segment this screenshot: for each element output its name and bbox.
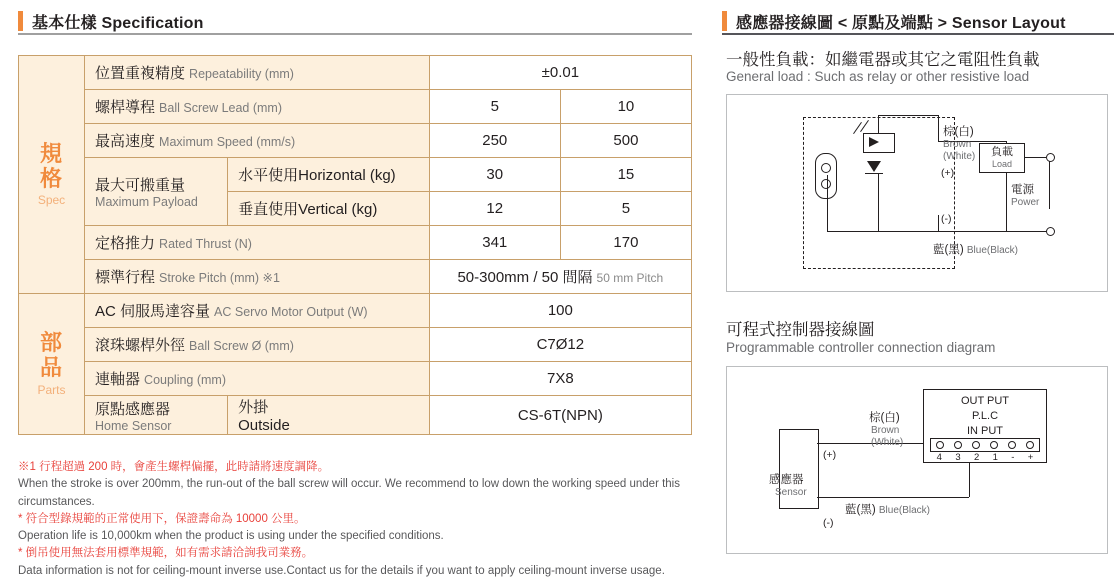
plc-terminal-label: 2 — [973, 452, 980, 463]
table-row — [19, 226, 692, 260]
wire-load-down — [1006, 171, 1007, 231]
wire-blue-out — [938, 231, 1050, 232]
group-header-parts — [19, 294, 85, 435]
plc-terminal-label: 4 — [936, 452, 942, 463]
general-load-title-en: General load : Such as relay or other resistive load — [726, 69, 1030, 84]
row-value-repeatability: ±0.01 — [429, 56, 691, 90]
row-value-servo-output: 100 — [429, 294, 691, 328]
row-label-ballscrew-diameter: 滾珠螺桿外徑 Ball Screw Ø (mm) — [85, 328, 430, 362]
plc-text — [924, 390, 1046, 439]
group-header-spec — [19, 56, 85, 294]
left-section-header — [18, 8, 204, 34]
blue-wire-label-cn: 藍(黑) Blue(Black) — [933, 244, 1019, 256]
plc-terminal-dot — [990, 441, 998, 449]
plc-terminal-numbers — [930, 452, 1040, 463]
group-label-cn-parts: 部品 — [40, 330, 64, 380]
transistor-symbol — [863, 133, 895, 153]
table-row — [19, 56, 692, 90]
plc-terminal-strip — [930, 438, 1040, 452]
row-value-lead-1: 5 — [429, 90, 560, 124]
specification-table — [18, 55, 692, 435]
general-load-title-cn: 一般性負載：如繼電器或其它之電阻性負載 — [726, 51, 1040, 69]
minus-label: (-) — [941, 213, 952, 225]
wire-power-vert — [1049, 157, 1050, 209]
power-label-cn: 電源 — [1011, 184, 1034, 196]
plc-connection-diagram — [726, 366, 1108, 554]
plus-label: (+) — [941, 167, 955, 179]
table-row — [19, 362, 692, 396]
wire-left-vert — [827, 175, 828, 231]
load-box — [979, 143, 1025, 173]
plc-terminal-dot — [1026, 441, 1034, 449]
plc-line-1: OUT PUT — [960, 395, 1010, 407]
row-value-vertical-2: 5 — [560, 192, 691, 226]
row-label-coupling: 連軸器 Coupling (mm) — [85, 362, 430, 396]
row-sublabel-outside: 外掛 Outside — [228, 396, 430, 435]
diode-bar — [865, 173, 883, 174]
left-header-rule — [18, 33, 692, 35]
brown-wire-label-en: Brown — [943, 139, 972, 150]
wire-right-down — [938, 115, 939, 141]
wire-bottom-horiz — [827, 231, 939, 232]
wire-right-lower — [938, 215, 939, 231]
note-line: When the stroke is over 200mm, the run-out of the ball screw will occur. We recommend to low down the working speed under this circumstances. — [18, 478, 680, 508]
note-line: * 倒吊使用無法套用標準規範，如有需求請洽詢我司業務。 — [18, 547, 314, 560]
brown-label-cn-2: 棕(白) — [869, 412, 900, 424]
right-section-title: 感應器接線圖 < 原點及端點 > Sensor Layout — [736, 14, 1066, 32]
row-label-max-speed: 最高速度 Maximum Speed (mm/s) — [85, 124, 430, 158]
row-value-speed-1: 250 — [429, 124, 560, 158]
row-label-max-payload: 最大可搬重量 Maximum Payload — [85, 158, 228, 226]
sensor-led-dot — [821, 163, 831, 173]
table-row — [19, 328, 692, 362]
note-line: ※1 行程超過 200 時，會產生螺桿偏擺，此時請將速度調降。 — [18, 461, 330, 473]
group-label-en-parts: Parts — [37, 382, 66, 397]
accent-bar — [18, 11, 23, 31]
row-value-home-sensor: CS-6T(NPN) — [429, 396, 691, 435]
wire-top-vert — [878, 115, 879, 134]
plc-line-2: P.L.C — [971, 409, 999, 422]
blue-label-2: 藍(黑) Blue(Black) — [845, 504, 931, 516]
group-label-cn: 規格 — [40, 140, 64, 191]
row-label-home-sensor: 原點感應器 Home Sensor — [85, 396, 228, 435]
sensor-symbol — [815, 153, 837, 199]
plc-terminal-dot — [1008, 441, 1016, 449]
power-label-en: Power — [1011, 197, 1040, 208]
row-label-ballscrew-lead: 螺桿導程 Ball Screw Lead (mm) — [85, 90, 430, 124]
power-terminal-bottom — [1046, 227, 1055, 236]
row-value-thrust-1: 341 — [429, 226, 560, 260]
table-row — [19, 158, 692, 192]
row-label-stroke-pitch: 標準行程 Stroke Pitch (mm) ※1 — [85, 260, 430, 294]
brown-wire-label-en2: (White) — [943, 151, 976, 162]
table-row — [19, 396, 692, 435]
note-line: Data information is not for ceiling-mount inverse use.Contact us for the details if you want to apply ceiling-mount inverse usage. — [18, 564, 665, 577]
diode-symbol — [867, 161, 881, 172]
table-row — [19, 90, 692, 124]
plc-terminal-label: 3 — [955, 452, 961, 463]
note-line: Operation life is 10,000km when the product is using under the specified conditions. — [18, 530, 444, 542]
plc-title-cn: 可程式控制器接線圖 — [726, 321, 875, 339]
wire-mid-down — [878, 173, 879, 231]
plc-terminal-dot — [972, 441, 980, 449]
plc-terminal-dot — [936, 441, 944, 449]
row-label-servo-output: AC 伺服馬達容量 AC Servo Motor Output (W) — [85, 294, 430, 328]
brown-label-en2-2: (White) — [871, 437, 904, 448]
plc-line-3: IN PUT — [966, 424, 1004, 437]
row-value-lead-2: 10 — [560, 90, 691, 124]
row-value-stroke-pitch: 50-300mm / 50 間隔 50 mm Pitch — [429, 260, 691, 294]
group-label-en: Spec — [37, 193, 66, 208]
load-label-cn: 負載 — [991, 145, 1013, 158]
row-label-repeatability: 位置重複精度 Repeatability (mm) — [85, 56, 430, 90]
footnotes — [18, 459, 698, 580]
plc-terminal-label: - — [1011, 452, 1015, 463]
wire-blue-plc — [817, 497, 969, 498]
left-section-title: 基本仕樣 Specification — [32, 14, 204, 32]
row-label-rated-thrust: 定格推力 Rated Thrust (N) — [85, 226, 430, 260]
sensor-label-en: Sensor — [775, 487, 807, 498]
brown-label-en-2: Brown — [871, 425, 900, 436]
plc-terminal-label: + — [1027, 452, 1034, 463]
note-line: * 符合型錄規範的正常使用下，保證壽命為 10000 公里。 — [18, 512, 306, 525]
load-label-en: Load — [991, 159, 1013, 170]
brown-wire-label-cn: 棕(白) — [943, 126, 974, 138]
row-value-speed-2: 500 — [560, 124, 691, 158]
row-value-coupling: 7X8 — [429, 362, 691, 396]
wire-top-horiz — [878, 115, 938, 116]
row-value-horizontal-2: 15 — [560, 158, 691, 192]
power-terminal-top — [1046, 153, 1055, 162]
general-load-diagram — [726, 94, 1108, 292]
row-value-ballscrew-diameter: C7Ø12 — [429, 328, 691, 362]
table-row — [19, 124, 692, 158]
plus-label-2: (+) — [823, 449, 837, 461]
plc-module — [923, 389, 1047, 463]
sensor-layout-column — [722, 0, 1114, 571]
row-sublabel-horizontal: 水平使用Horizontal (kg) — [228, 158, 430, 192]
row-value-thrust-2: 170 — [560, 226, 691, 260]
row-sublabel-vertical: 垂直使用Vertical (kg) — [228, 192, 430, 226]
sensor-label-cn: 感應器 — [769, 474, 804, 486]
row-value-horizontal-1: 30 — [429, 158, 560, 192]
plc-title-en: Programmable controller connection diagram — [726, 340, 996, 355]
plc-terminal-label: 1 — [992, 452, 998, 463]
wire-blue-plc-up — [969, 461, 970, 497]
table-row — [19, 294, 692, 328]
plc-terminal-dot — [954, 441, 962, 449]
transistor-arrow — [869, 137, 879, 147]
minus-label-2: (-) — [823, 517, 834, 529]
sensor-led-dot-2 — [821, 179, 831, 189]
table-row — [19, 260, 692, 294]
row-value-vertical-1: 12 — [429, 192, 560, 226]
